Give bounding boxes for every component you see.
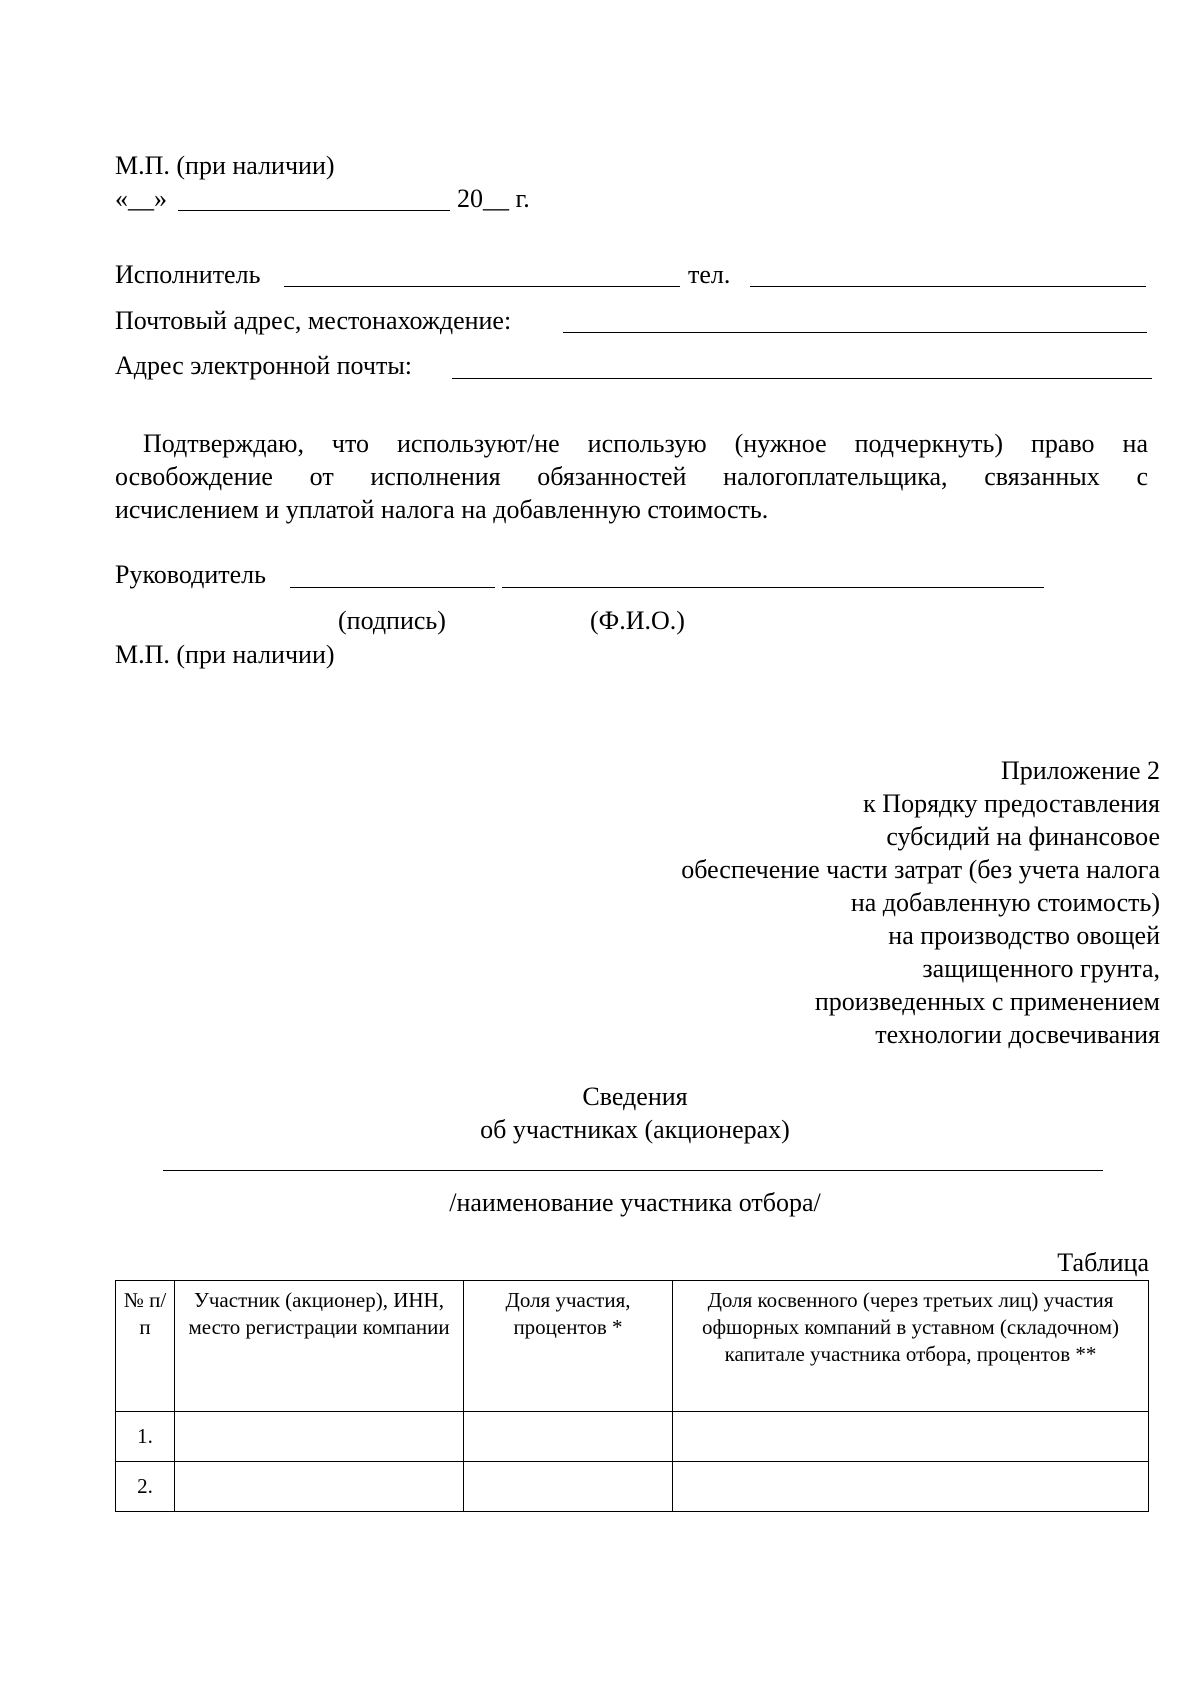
table-cell-number: 2. — [116, 1462, 175, 1512]
table-cell-share — [464, 1412, 673, 1462]
appendix-line: на добавленную стоимость) — [850, 888, 1160, 917]
date-day-field: «__» — [115, 184, 167, 213]
executor-label: Исполнитель — [115, 260, 261, 289]
stamp-place-label-top: М.П. (при наличии) — [115, 151, 335, 180]
appendix-line: обеспечение части затрат (без учета налога — [681, 855, 1160, 884]
appendix-line: Приложение 2 — [1000, 756, 1160, 785]
table-cell-offshore-share — [673, 1462, 1149, 1512]
postal-address-line — [563, 332, 1147, 333]
appendix-line: технологии досвечивания — [875, 1020, 1160, 1049]
email-line — [452, 378, 1152, 379]
appendix-line: произведенных с применением — [814, 987, 1160, 1016]
appendix-line: на производство овощей — [888, 921, 1160, 950]
signature-caption: (подпись) — [338, 606, 446, 635]
confirmation-line-2: освобождение от исполнения обязанностей налогоплательщика, связанных с — [115, 462, 1148, 491]
full-name-line — [502, 587, 1044, 588]
phone-line — [750, 286, 1146, 287]
table-cell-participant — [175, 1412, 464, 1462]
appendix-line: субсидий на финансовое — [886, 822, 1160, 851]
full-name-caption: (Ф.И.О.) — [590, 606, 685, 635]
header-share: Доля участия, процентов * — [464, 1281, 673, 1412]
signature-line — [290, 587, 495, 588]
appendix-line: защищенного грунта, — [922, 954, 1160, 983]
email-label: Адрес электронной почты: — [115, 351, 413, 380]
document-subtitle: об участниках (акционерах) — [480, 1115, 790, 1144]
table-label: Таблица — [1057, 1248, 1149, 1277]
table-cell-participant — [175, 1462, 464, 1512]
postal-address-label: Почтовый адрес, местонахождение: — [115, 306, 512, 335]
stamp-place-label-bottom: М.П. (при наличии) — [115, 640, 335, 669]
header-offshore-share: Доля косвенного (через третьих лиц) участия офшорных компаний в уставном (складочном) капитале участника отбора, процентов ** — [673, 1281, 1149, 1412]
table-row — [116, 1462, 1149, 1512]
phone-label: тел. — [688, 260, 731, 289]
table-cell-number: 1. — [116, 1412, 175, 1462]
participant-name-line — [163, 1170, 1103, 1171]
confirmation-line-3: исчислением и уплатой налога на добавленную стоимость. — [115, 495, 769, 524]
appendix-header — [460, 754, 1160, 1051]
appendix-line: к Порядку предоставления — [863, 789, 1160, 818]
confirmation-line-1: Подтверждаю, что используют/не использую (нужное подчеркнуть) право на — [143, 429, 1148, 458]
table-row — [116, 1412, 1149, 1462]
table-header-row — [116, 1281, 1149, 1412]
header-participant: Участник (акционер), ИНН, место регистрации компании — [175, 1281, 464, 1412]
header-number: № п/п — [116, 1281, 175, 1412]
participants-table — [115, 1280, 1149, 1512]
participant-name-caption: /наименование участника отбора/ — [449, 1188, 821, 1217]
table-cell-share — [464, 1462, 673, 1512]
table-cell-offshore-share — [673, 1412, 1149, 1462]
date-month-line — [178, 210, 450, 211]
date-year-field: 20__ г. — [457, 184, 530, 213]
executor-line — [284, 286, 680, 287]
document-title: Сведения — [582, 1082, 688, 1111]
head-label: Руководитель — [115, 560, 266, 589]
